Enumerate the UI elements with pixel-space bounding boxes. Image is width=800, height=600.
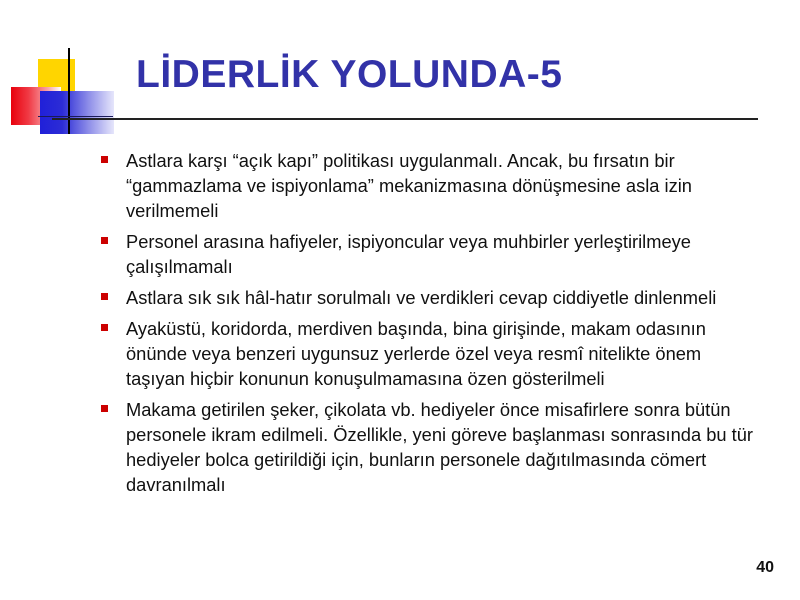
slide-title: LİDERLİK YOLUNDA-5	[136, 53, 563, 96]
bullet-text: Astlara sık sık hâl-hatır sorulmalı ve verdikleri cevap ciddiyetle dinlenmeli	[126, 287, 717, 308]
bullet-item	[100, 285, 760, 310]
bullet-text: Astlara karşı “açık kapı” politikası uygulanmalı. Ancak, bu fırsatın bir “gammazlama ve ispiyonlama” mekanizmasına dönüşmesine asla izin verilmemeli	[126, 150, 692, 221]
bullet-text: Personel arasına hafiyeler, ispiyoncular veya muhbirler yerleştirilmeye çalışılmamalı	[126, 231, 691, 277]
bullet-marker-icon	[101, 156, 108, 163]
bullet-marker-icon	[101, 324, 108, 331]
bullet-item	[100, 316, 760, 391]
bullet-list	[100, 148, 760, 503]
bullet-text: Ayaküstü, koridorda, merdiven başında, bina girişinde, makam odasının önünde veya benzeri uygunsuz yerlerde özel veya resmî nitelikte önem taşıyan hiçbir konunun konuşulmamasına özen gösterilmeli	[126, 318, 706, 389]
blue-gradient-decoration	[40, 91, 114, 134]
vertical-line-decoration	[68, 48, 70, 134]
decorative-logo	[8, 45, 118, 140]
bullet-item	[100, 229, 760, 279]
title-divider	[52, 118, 758, 120]
bullet-text: Makama getirilen şeker, çikolata vb. hediyeler önce misafirlere sonra bütün personele ikram edilmeli. Özellikle, yeni göreve başlanması sonrasında bu tür hediyeler bolca getirildiği için, bunların personele dağıtılmasında cömert davranılmalı	[126, 399, 753, 495]
bullet-item	[100, 397, 760, 497]
bullet-marker-icon	[101, 237, 108, 244]
bullet-marker-icon	[101, 405, 108, 412]
horizontal-line-decoration	[38, 116, 113, 117]
bullet-item	[100, 148, 760, 223]
page-number: 40	[756, 559, 774, 576]
bullet-marker-icon	[101, 293, 108, 300]
